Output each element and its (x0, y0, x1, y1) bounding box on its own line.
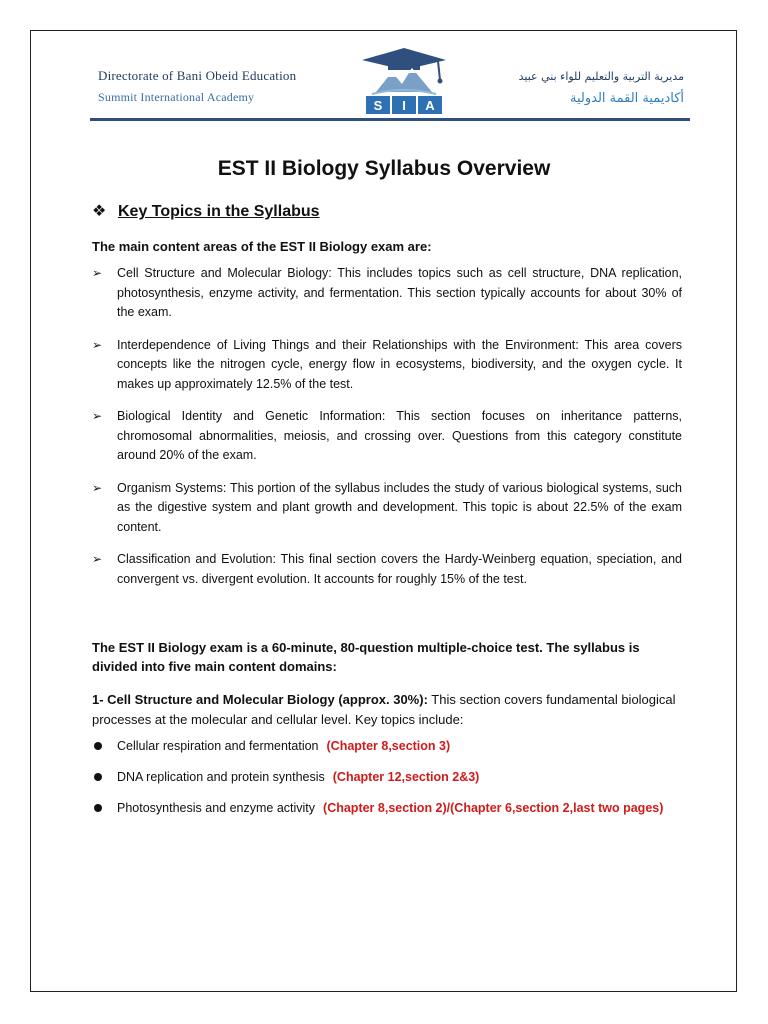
arrow-bullet-icon: ➢ (92, 266, 103, 280)
page-title: EST II Biology Syllabus Overview (217, 157, 551, 180)
topic-text: Organism Systems: This portion of the syllabus includes the study of various biological systems, such as the digestive system and plant growth and development. This topic is about 22.5% of the exam content. (117, 480, 682, 534)
letterhead-divider (90, 118, 690, 121)
section-heading-text: Key Topics in the Syllabus (118, 203, 320, 220)
arrow-bullet-icon: ➢ (92, 409, 103, 423)
list-item (92, 336, 682, 395)
exam-description: The EST II Biology exam is a 60-minute, 80-question multiple-choice test. The syllabus is divided into five main content domains: (92, 640, 640, 674)
subtopic-text: DNA replication and protein synthesis (117, 770, 325, 784)
intro-text: The main content areas of the EST II Biology exam are: (92, 239, 432, 254)
domain-text: This section covers fundamental biological processes at the molecular and cellular level. Key topics include: (92, 692, 676, 727)
letterhead-arabic (519, 70, 684, 106)
bullet-icon (94, 804, 102, 812)
logo-letter: A (425, 98, 435, 113)
logo-letter: I (402, 98, 406, 113)
topic-text: Classification and Evolution: This final section covers the Hardy-Weinberg equation, speciation, and convergent vs. divergent evolution. It accounts for roughly 15% of the test. (117, 552, 682, 586)
section-heading (92, 201, 320, 221)
topic-text: Biological Identity and Genetic Information: This section focuses on inheritance patterns, chromosomal abnormalities, meiosis, and crossing over. Questions from this category constitute around 20% of the exam. (117, 409, 682, 462)
letterhead-english (98, 68, 296, 105)
sia-logo (358, 46, 450, 116)
list-item (92, 799, 712, 818)
chapter-reference: (Chapter 8,section 3) (326, 739, 451, 753)
chapter-reference: (Chapter 8,section 2)/(Chapter 6,section 2,last two pages) (323, 801, 664, 815)
chapter-reference: (Chapter 12,section 2&3) (332, 770, 480, 784)
arrow-bullet-icon: ➢ (92, 552, 103, 566)
bullet-icon (94, 773, 102, 781)
diamond-bullet-icon: ❖ (92, 203, 107, 220)
topic-text: Cell Structure and Molecular Biology: This includes topics such as cell structure, DNA replication, photosynthesis, enzyme activity, and fermentation. This section typically accounts for about 30% of the exam. (117, 266, 682, 319)
domain-paragraph (92, 690, 682, 729)
topic-list (92, 264, 682, 589)
bullet-icon (94, 742, 102, 750)
list-item (92, 407, 682, 466)
list-item (92, 737, 712, 756)
subtopic-text: Cellular respiration and fermentation (117, 739, 319, 753)
list-item (92, 768, 712, 787)
logo-letter: S (373, 98, 383, 113)
directorate-name-arabic: مديرية التربية والتعليم للواء بني عبيد (518, 70, 684, 83)
subtopic-text: Photosynthesis and enzyme activity (117, 801, 316, 815)
subtopic-list (92, 737, 712, 818)
list-item (92, 479, 682, 538)
academy-name: Summit International Academy (98, 90, 255, 104)
academy-name-arabic: أكاديمية القمة الدولية (569, 91, 684, 106)
list-item (92, 550, 682, 589)
arrow-bullet-icon: ➢ (92, 337, 103, 352)
letterhead (90, 44, 690, 120)
directorate-name: Directorate of Bani Obeid Education (98, 68, 297, 83)
list-item (92, 264, 682, 323)
arrow-bullet-icon: ➢ (92, 480, 103, 495)
domain-label: 1- Cell Structure and Molecular Biology (approx. 30%): (92, 692, 428, 707)
topic-text: Interdependence of Living Things and their Relationships with the Environment: This area covers concepts like the nitrogen cycle, energy flow in ecosystems, biodiversity, and the oxygen cycle. It makes up approximately 12.5% of the test. (117, 337, 682, 391)
